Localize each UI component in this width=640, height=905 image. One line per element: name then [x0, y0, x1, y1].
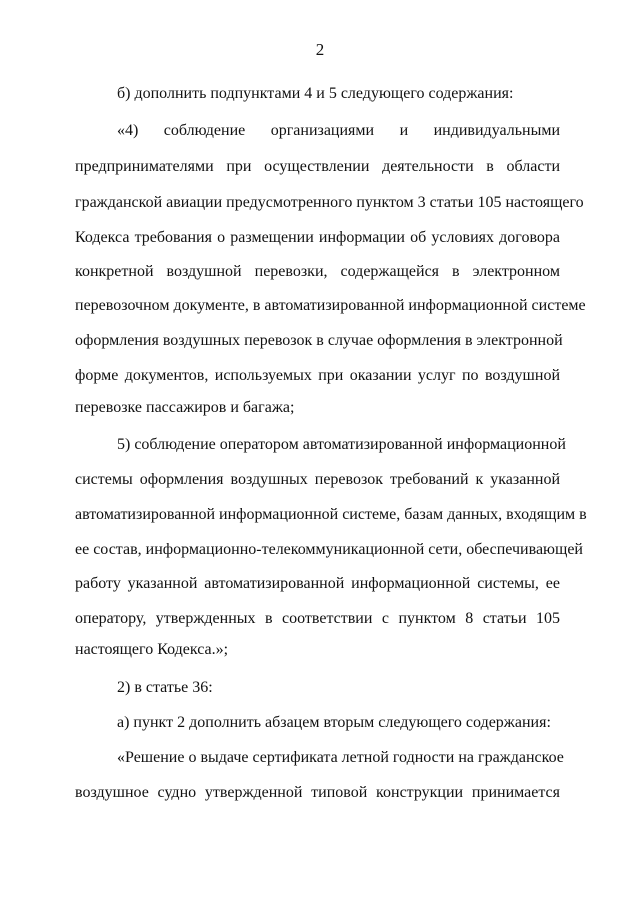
paragraph-line: 5) соблюдение оператором автоматизированной информационной [117, 436, 566, 453]
paragraph-line: конкретной воздушной перевозки, содержащейся в электронном [75, 263, 560, 280]
paragraph-line: работу указанной автоматизированной информационной системы, ее [75, 575, 560, 592]
page-number: 2 [315, 40, 325, 59]
paragraph-line: оператору, утвержденных в соответствии с пунктом 8 статьи 105 [75, 610, 560, 627]
paragraph-line: 2) в статье 36: [117, 679, 213, 696]
paragraph-line: оформления воздушных перевозок в случае оформления в электронной [75, 332, 563, 349]
paragraph-line: форме документов, используемых при оказании услуг по воздушной [75, 367, 560, 384]
paragraph-line: ее состав, информационно-телекоммуникационной сети, обеспечивающей [75, 541, 583, 558]
paragraph-line: «4) соблюдение организациями и индивидуальными [117, 122, 560, 139]
paragraph-line: Кодекса требования о размещении информации об условиях договора [75, 229, 560, 246]
paragraph-line: а) пункт 2 дополнить абзацем вторым следующего содержания: [117, 714, 551, 731]
paragraph-line: б) дополнить подпунктами 4 и 5 следующего содержания: [117, 85, 514, 102]
paragraph-line: автоматизированной информационной системе, базам данных, входящим в [75, 506, 587, 523]
paragraph-line: гражданской авиации предусмотренного пунктом 3 статьи 105 настоящего [75, 194, 584, 211]
paragraph-line: системы оформления воздушных перевозок требований к указанной [75, 471, 560, 488]
paragraph-line: «Решение о выдаче сертификата летной годности на гражданское [117, 749, 564, 766]
paragraph-line: настоящего Кодекса.»; [75, 641, 229, 658]
paragraph-line: предпринимателями при осуществлении деятельности в области [75, 158, 560, 175]
paragraph-line: воздушное судно утвержденной типовой конструкции принимается [75, 784, 560, 801]
paragraph-line: перевозочном документе, в автоматизированной информационной системе [75, 297, 586, 314]
paragraph-line: перевозке пассажиров и багажа; [75, 399, 295, 416]
